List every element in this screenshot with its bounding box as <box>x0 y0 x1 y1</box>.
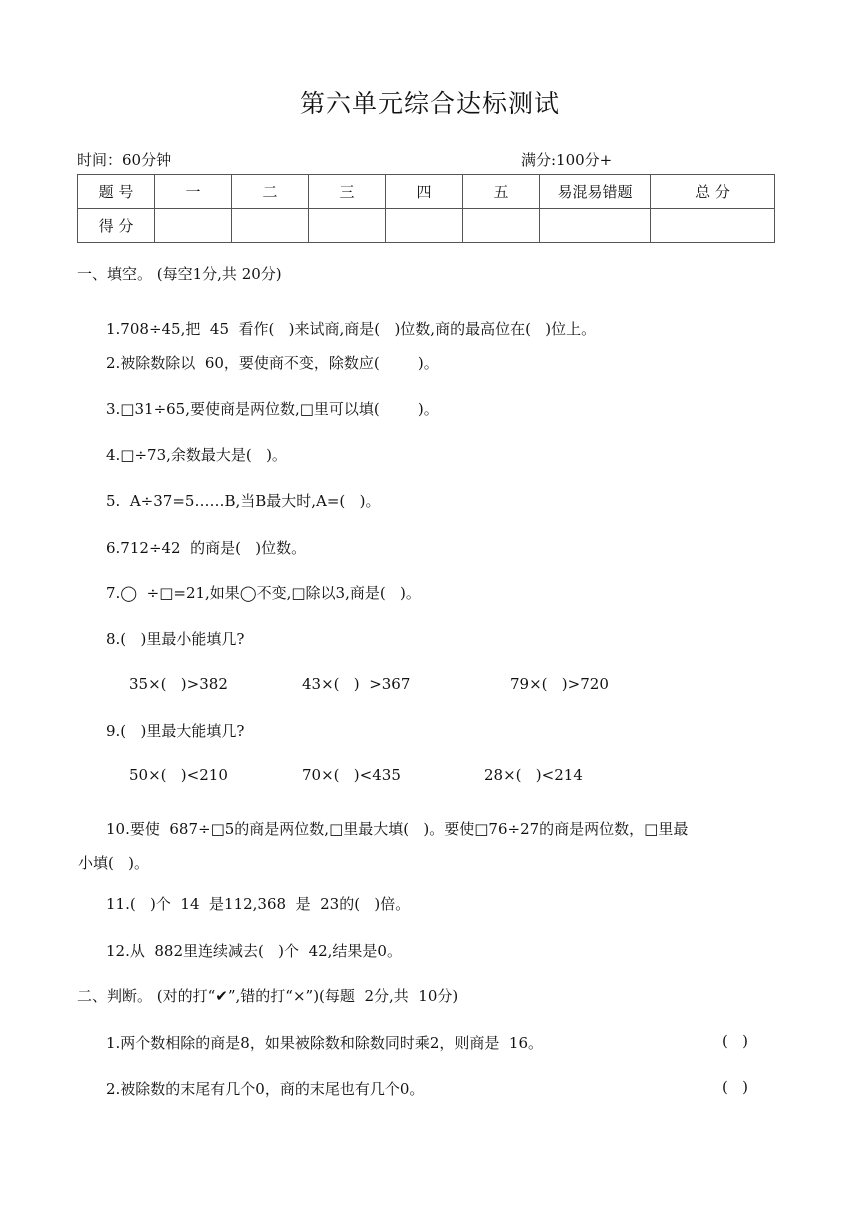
score-cell[interactable] <box>232 209 309 243</box>
score-cell[interactable] <box>386 209 463 243</box>
score-cell[interactable] <box>540 209 651 243</box>
page-title: 第六单元综合达标测试 <box>299 89 560 118</box>
score-cell[interactable] <box>463 209 540 243</box>
header-cell: 五 <box>463 175 540 209</box>
question-1-8-item: 43×( ) >367 <box>302 675 411 693</box>
answer-blank[interactable]: ( ) <box>722 1078 749 1096</box>
question-1-8-item: 35×( )>382 <box>129 675 228 693</box>
header-cell: 总 分 <box>651 175 775 209</box>
full-score: 满分:100分+ <box>521 151 613 169</box>
question-1-12: 12.从 882里连续减去( )个 42,结果是0。 <box>106 942 402 960</box>
score-cell[interactable] <box>651 209 775 243</box>
question-2-1: 1.两个数相除的商是8，如果被除数和除数同时乘2，则商是 16。 <box>106 1034 544 1052</box>
score-table-score-row <box>78 209 775 243</box>
question-1-9-item: 70×( )<435 <box>302 766 401 784</box>
header-cell: 一 <box>155 175 232 209</box>
header-cell: 二 <box>232 175 309 209</box>
question-1-11: 11.( )个 14 是112,368 是 23的( )倍。 <box>106 895 411 913</box>
section-heading-true-false: 二、判断。 (对的打“✔”,错的打“×”)(每题 2分,共 10分) <box>77 987 459 1005</box>
score-cell[interactable] <box>155 209 232 243</box>
header-cell: 三 <box>309 175 386 209</box>
question-1-8: 8.( )里最小能填几? <box>106 630 245 648</box>
question-1-1: 1.708÷45,把 45 看作( )来试商,商是( )位数,商的最高位在( )位上。 <box>106 320 597 338</box>
score-cell[interactable] <box>309 209 386 243</box>
score-table <box>77 174 775 243</box>
header-cell: 题 号 <box>78 175 155 209</box>
question-1-2: 2.被除数除以 60，要使商不变，除数应( )。 <box>106 354 439 372</box>
question-1-10-line2: 小填( )。 <box>78 854 150 872</box>
question-1-7: 7.◯ ÷□=21,如果◯不变,□除以3,商是( )。 <box>106 584 421 602</box>
header-cell: 易混易错题 <box>540 175 651 209</box>
answer-blank[interactable]: ( ) <box>722 1032 749 1050</box>
question-1-5: 5. A÷37=5……B,当B最大时,A=( )。 <box>106 492 381 510</box>
question-1-6: 6.712÷42 的商是( )位数。 <box>106 539 307 557</box>
question-1-9-item: 28×( )<214 <box>484 766 583 784</box>
question-2-2: 2.被除数的末尾有几个0，商的末尾也有几个0。 <box>106 1080 425 1098</box>
section-heading-fill-blank: 一、填空。 (每空1分,共 20分) <box>77 265 282 283</box>
question-1-3: 3.□31÷65,要使商是两位数,□里可以填( )。 <box>106 400 439 418</box>
question-1-4: 4.□÷73,余数最大是( )。 <box>106 446 287 464</box>
row-label: 得 分 <box>78 209 155 243</box>
question-1-10-line1: 10.要使 687÷□5的商是两位数,□里最大填( )。要使□76÷27的商是两位数，□里最 <box>106 820 689 838</box>
time-limit: 时间：60分钟 <box>77 151 172 169</box>
question-1-9: 9.( )里最大能填几? <box>106 722 245 740</box>
question-1-8-item: 79×( )>720 <box>510 675 609 693</box>
header-cell: 四 <box>386 175 463 209</box>
score-table-header-row <box>78 175 775 209</box>
question-1-9-item: 50×( )<210 <box>129 766 228 784</box>
